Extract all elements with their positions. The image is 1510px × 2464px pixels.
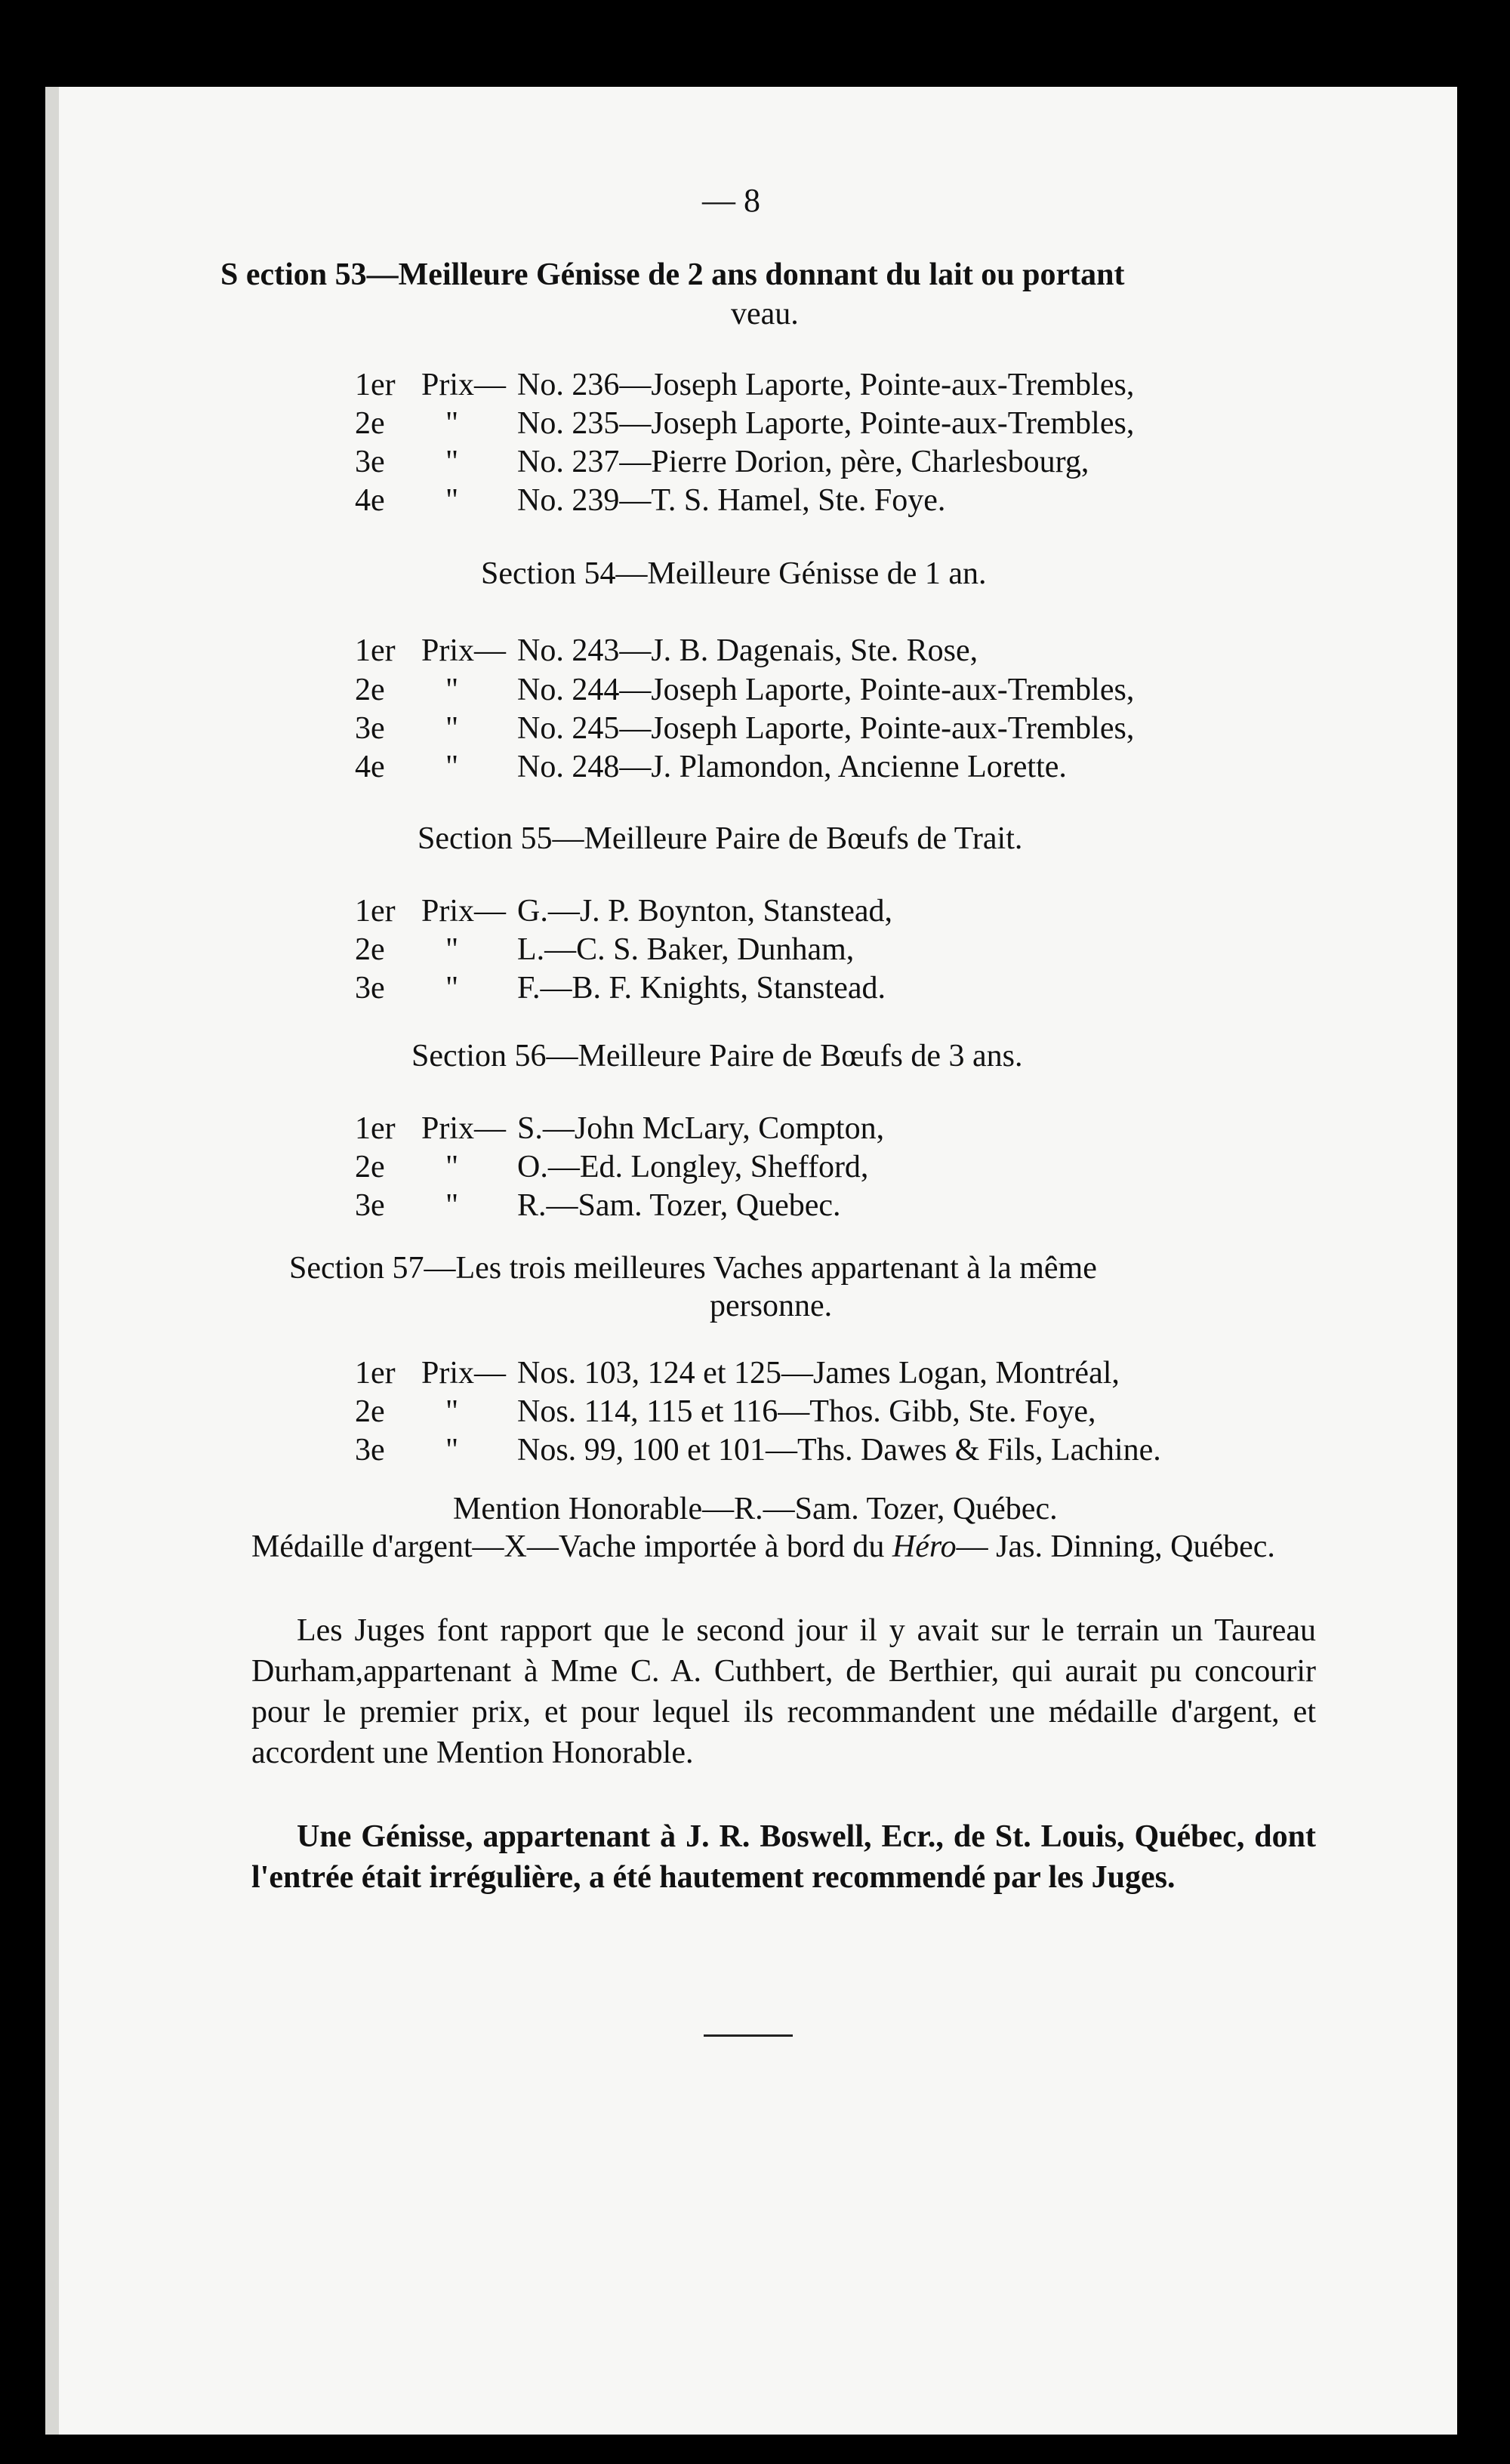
section-54-heading: Section 54—Meilleure Génisse de 1 an. (481, 556, 987, 591)
medaille-argent: Médaille d'argent—X—Vache importée à bord du Héro— Jas. Dinning, Québec. (251, 1529, 1275, 1564)
section-57-heading: Section 57—Les trois meilleures Vaches appartenant à la même (289, 1251, 1097, 1286)
page-binding-edge (45, 87, 59, 2435)
section-55-heading: Section 55—Meilleure Paire de Bœufs de Trait. (418, 821, 1023, 856)
section-57-heading-cont: personne. (710, 1289, 833, 1323)
section-56-heading: Section 56—Meilleure Paire de Bœufs de 3 ans. (411, 1039, 1023, 1073)
juges-rapport-paragraph: Les Juges font rapport que le second jour il y avait sur le terrain un Taureau Durham,appartenant à Mme C. A. Cuthbert, de Berthier, qui aurait pu concourir pour le premier prix, et pour lequel ils recommandent une médaille d'argent, et accordent une Mention Honorable. (251, 1613, 1316, 1770)
genisse-paragraph: Une Génisse, appartenant à J. R. Boswell, Ecr., de St. Louis, Québec, dont l'entrée était irrégulière, a été hautement recommendé par les Juges. (251, 1819, 1316, 1895)
closing-rule (704, 2034, 793, 2037)
mention-honorable: Mention Honorable—R.—Sam. Tozer, Québec. (453, 1492, 1058, 1526)
section-53-heading-cont: veau. (731, 297, 799, 331)
section-53-heading: S ection 53—Meilleure Génisse de 2 ans donnant du lait ou portant (220, 257, 1125, 292)
page-number: — 8 (702, 182, 760, 219)
